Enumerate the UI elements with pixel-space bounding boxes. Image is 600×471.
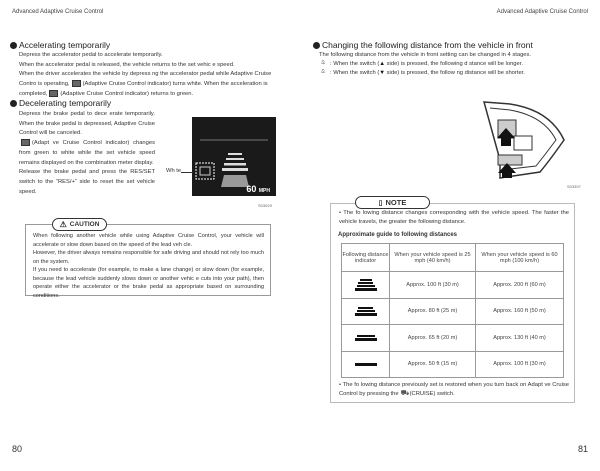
page-number-left: 80 <box>12 444 23 454</box>
running-header-right: Advanced Adaptive Cruise Control <box>496 9 588 15</box>
distance-indicator-2-bars-icon <box>342 325 390 352</box>
steering-switch-figure <box>480 100 570 180</box>
text: When the driver accelerates the vehicle by depress ng the accelerator pedal while Adaptive Cruise Contro is operating, <box>19 71 272 88</box>
paragraph: However, the driver always remains responsible for safe driving and should not rely too much on the system. <box>33 250 264 265</box>
text: (CRUISE) switch. <box>409 390 455 397</box>
table-cell: Approx. 65 ft (20 m) <box>390 325 476 352</box>
text: The fo lowing distance previously set is restored when you turn back on Adapt ve Cruise Control by pressing the <box>339 382 569 397</box>
section-heading-decelerating <box>10 98 111 108</box>
distance-indicator-4-bars-icon <box>342 272 390 299</box>
figure-code: S03397 <box>567 184 581 189</box>
note-bullet: • The fo lowing distance previously set is restored when you turn back on Adapt ve Cruise Control by pressing the ⛟(CRUISE) switch. <box>339 382 569 397</box>
text: (Adaptive Cruise Control indicator) returns to green. <box>60 90 194 97</box>
meter-display-figure <box>192 117 276 196</box>
table-cell: Approx. 200 ft (60 m) <box>476 272 564 299</box>
following-distance-table <box>341 243 564 378</box>
caution-text: CAUTION <box>69 221 100 228</box>
speed-value: 60 <box>246 184 257 194</box>
warning-triangle-icon: ⚠ <box>59 220 67 229</box>
table-row <box>342 272 564 299</box>
paragraph: Depress the brake pedal to dece erate temporarily. When the brake pedal is depressed, Adaptive Cruise Control will be canceled. <box>19 111 155 137</box>
text: : When the switch ( <box>330 70 380 77</box>
caution-label <box>52 218 107 231</box>
table-cell: Approx. 100 ft (30 m) <box>390 272 476 299</box>
down-triangle-icon: ▼ <box>379 70 387 77</box>
text: side) is pressed, the following d stance will be longer. <box>386 61 523 68</box>
cruise-switch-icon: ⛟ <box>400 389 410 397</box>
bullet-icon <box>313 42 320 49</box>
accelerating-text <box>19 51 284 100</box>
table-cell: Approx. 130 ft (40 m) <box>476 325 564 352</box>
note-label <box>355 196 430 209</box>
note-icon: ▯ <box>378 199 383 207</box>
running-header-left: Advanced Adaptive Cruise Control <box>12 9 104 15</box>
table-row <box>342 351 564 378</box>
note-box <box>330 203 575 403</box>
text: : When the switch ( <box>330 61 380 68</box>
caution-box <box>25 224 271 299</box>
table-row <box>342 298 564 325</box>
cruise-indicator-icon <box>49 90 58 97</box>
paragraph <box>319 69 589 78</box>
section-heading-following-distance <box>313 40 533 50</box>
paragraph: Release the brake pedal and press the RES/SET switch to the “RES/+” side to reset the set vehicle speed. <box>19 169 155 195</box>
heading-text: Accelerating temporarily <box>19 40 111 50</box>
speed-unit: MPH <box>258 188 270 194</box>
section-heading-accelerating <box>10 40 110 50</box>
paragraph: Depress the accelerator pedal to accelerate temporarily. <box>19 52 163 58</box>
paragraph: When following another vehicle while using Adaptive Cruise Control, your vehicle will accelerate or slow down based on the speed of the lead veh cle. <box>33 233 264 248</box>
distance-switch-icon: ⩯ <box>321 69 326 77</box>
white-callout-label: Wh te <box>166 168 182 174</box>
text: side) is pressed, the follow ng distance will be shorter. <box>386 70 525 77</box>
note-bullet: • The fo lowing distance changes corresponding with the vehicle speed. The faster the vehicle travels, the greater the following distance. <box>339 210 569 225</box>
bullet-icon <box>10 42 17 49</box>
callout-line <box>181 172 193 173</box>
decelerating-text <box>19 110 155 197</box>
table-cell: Approx. 160 ft (50 m) <box>476 298 564 325</box>
paragraph: When the accelerator pedal is released, the vehicle returns to the set vehic e speed. <box>19 61 235 68</box>
paragraph <box>19 139 155 168</box>
note-text: NOTE <box>385 198 407 207</box>
table-cell: Approx. 100 ft (30 m) <box>476 351 564 378</box>
heading-text: Changing the following distance from the vehicle in front <box>322 40 533 50</box>
table-cell: Approx. 80 ft (25 m) <box>390 298 476 325</box>
bullet-icon <box>10 100 17 107</box>
page-number-right: 81 <box>578 444 589 454</box>
table-row <box>342 325 564 352</box>
up-triangle-icon: ▲ <box>379 61 387 68</box>
paragraph: The following distance from the vehicle in front setting can be changed in 4 stages. <box>319 52 532 58</box>
column-header: When your vehicle speed is 60 mph (100 km/h) <box>476 244 564 272</box>
distance-indicator-1-bar-icon <box>342 351 390 378</box>
figure-code: S03029 <box>258 203 272 208</box>
speed-readout <box>246 184 270 194</box>
cruise-indicator-icon <box>21 139 30 146</box>
paragraph <box>19 70 284 99</box>
distance-switch-icon: ⩯ <box>321 60 326 67</box>
table-header-row <box>342 244 564 272</box>
text: (Adapt ve Cruise Control indicator) changes from green to white while the set vehicle speed remains displayed on the combination meter display. <box>19 140 155 166</box>
heading-text: Decelerating temporarily <box>19 98 112 108</box>
paragraph: If you need to accelerate (for example, to make a lane change) or slow down (for example, because the lead vehicle suddenly slows down or another vehic e cuts into your path), then operate either the accelerator or the brake pedal as appropriate based on surrounding conditions. <box>33 267 264 299</box>
guide-title: Approximate guide to following distances <box>338 232 458 238</box>
following-distance-text <box>319 51 589 78</box>
distance-indicator-3-bars-icon <box>342 298 390 325</box>
column-header: Following distance indicator <box>342 244 390 272</box>
cruise-indicator-icon <box>72 80 81 87</box>
paragraph <box>319 60 589 69</box>
column-header: When your vehicle speed is 25 mph (40 km/h) <box>390 244 476 272</box>
table-cell: Approx. 50 ft (15 m) <box>390 351 476 378</box>
text: (Adaptive Cruise Control indicator) turns white. When the acceleration is completed, <box>19 81 268 97</box>
text: The fo lowing distance changes corresponding with the vehicle speed. The faster the vehicle travels, the greater the following distance. <box>339 210 569 225</box>
